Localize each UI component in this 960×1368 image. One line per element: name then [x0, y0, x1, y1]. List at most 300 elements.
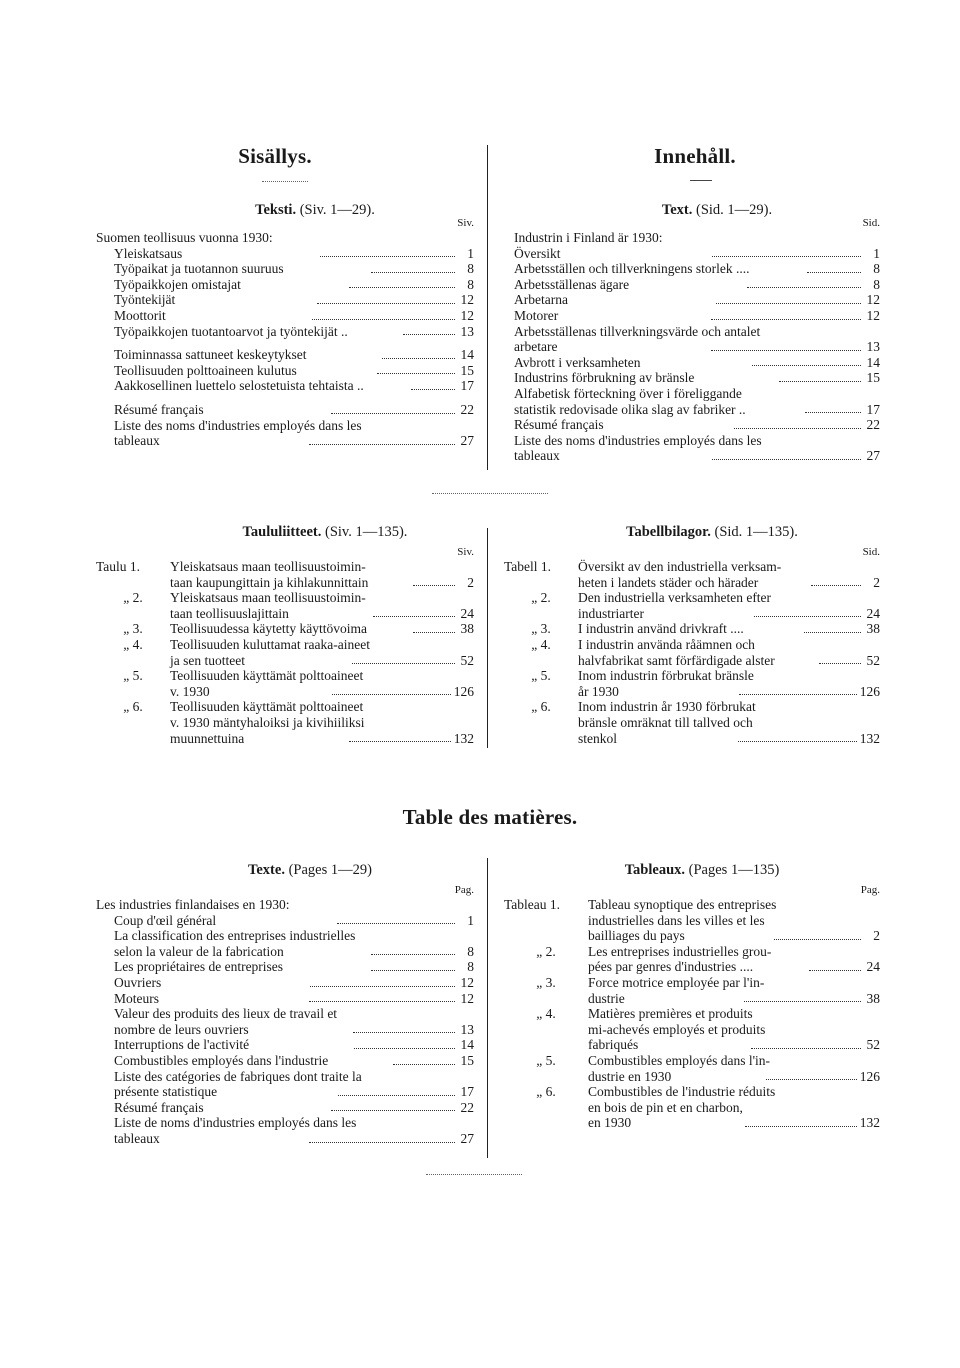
- table-description: [588, 1084, 880, 1131]
- page-number: 22: [866, 417, 880, 433]
- dot-leader: [371, 954, 455, 955]
- table-entry: [96, 668, 474, 699]
- fr-text-list: [96, 913, 474, 1147]
- dot-leader: [354, 1048, 455, 1049]
- fr-text-heading: Texte.: [248, 862, 285, 878]
- toc-entry: [588, 928, 880, 944]
- toc-entry: [114, 959, 474, 975]
- entry-line: Yleiskatsaus maan teollisuustoimin-: [170, 559, 366, 574]
- spacer: [114, 394, 474, 402]
- dot-leader: [377, 373, 455, 374]
- entry-title: muunnettuina: [170, 730, 245, 746]
- entry-title: dustrie en 1930: [588, 1068, 672, 1084]
- page-number: 27: [460, 433, 475, 449]
- entry-title: en 1930: [588, 1115, 632, 1131]
- entry-line: La classification des entreprises industrielles: [114, 928, 356, 944]
- table-label: „ 4.: [536, 1006, 556, 1022]
- entry-title: Moottorit: [114, 307, 166, 323]
- table-label: „ 5.: [531, 668, 551, 684]
- page-number: 8: [467, 959, 474, 975]
- list-item: [514, 417, 880, 433]
- toc-entry: [170, 621, 474, 637]
- entry-line: v. 1930 mäntyhaloiksi ja kivihiiliksi: [170, 714, 365, 730]
- page-number: 17: [866, 401, 880, 417]
- fr-tables-toc: [504, 862, 880, 1131]
- entry-line: I industrin använda råämnen och: [578, 636, 755, 652]
- table-label: „ 5.: [536, 1052, 556, 1068]
- page-number: 27: [866, 448, 881, 464]
- toc-entry: [514, 292, 880, 308]
- list-item: [114, 1037, 474, 1053]
- toc-entry: [588, 991, 880, 1007]
- fi-tables-range: (Siv. 1—135).: [325, 524, 408, 540]
- list-item: [514, 355, 880, 371]
- toc-entry: [514, 370, 880, 386]
- toc-entry: [114, 1131, 474, 1147]
- sv-tables-list: [504, 559, 880, 746]
- dot-leader: [337, 923, 455, 924]
- toc-entry: [114, 363, 474, 379]
- page-number: 15: [866, 370, 880, 386]
- page-number: 8: [873, 276, 881, 292]
- toc-entry: [114, 246, 474, 262]
- page-number: 12: [866, 307, 880, 323]
- entry-title: Avbrott i verksamheten: [514, 354, 641, 370]
- page-number: 14: [460, 347, 475, 363]
- column-divider: [487, 858, 488, 1158]
- list-item: [114, 1100, 474, 1116]
- entry-line: Den industriella verksamheten efter: [578, 590, 772, 606]
- page-number: 52: [866, 1037, 881, 1053]
- toc-entry: [114, 944, 474, 960]
- entry-title: Les propriétaires de entreprises: [114, 959, 284, 975]
- entry-title: Combustibles employés dans l'industrie: [114, 1052, 329, 1068]
- page-number: 132: [859, 1115, 880, 1131]
- list-item: [114, 1115, 474, 1146]
- list-item: [514, 277, 880, 293]
- entry-line: Inom industrin år 1930 förbrukat: [578, 699, 756, 715]
- list-item: [514, 292, 880, 308]
- toc-entry: [114, 324, 474, 340]
- toc-entry: [578, 731, 880, 747]
- page-number: 17: [460, 378, 475, 394]
- toc-entry: [514, 448, 880, 464]
- table-description: [170, 559, 474, 590]
- entry-line: Arbetsställenas tillverkningsvärde och antalet: [514, 323, 761, 339]
- entry-title: Ouvriers: [114, 974, 162, 990]
- table-label: „ 5.: [123, 668, 143, 684]
- entry-title: Moteurs: [114, 990, 159, 1006]
- dot-leader: [349, 287, 455, 288]
- toc-entry: [114, 1037, 474, 1053]
- table-description: [588, 1053, 880, 1084]
- table-description: [588, 944, 880, 975]
- fr-tables-list: [504, 897, 880, 1131]
- table-description: [170, 590, 474, 621]
- page-number: 22: [460, 1099, 474, 1115]
- dot-leader: [804, 632, 861, 633]
- page-number: 22: [460, 401, 474, 417]
- dot-leader: [734, 428, 861, 429]
- list-item: [114, 402, 474, 418]
- dot-leader: [711, 350, 861, 351]
- list-item: [114, 277, 474, 293]
- entry-line: Valeur des produits des lieux de travail et: [114, 1006, 338, 1022]
- table-label: „ 4.: [123, 636, 143, 652]
- entry-title: stenkol: [578, 730, 617, 746]
- fr-tables-heading: Tableaux.: [624, 862, 686, 878]
- fr-text-range: (Pages 1—29): [288, 862, 372, 878]
- entry-title: heten i landets städer och härader: [578, 574, 759, 590]
- fi-text-heading: Teksti.: [255, 202, 297, 218]
- entry-title: v. 1930: [170, 683, 210, 699]
- list-item: [514, 386, 880, 417]
- toc-entry: [514, 339, 880, 355]
- entry-title: tableaux: [114, 433, 160, 449]
- table-entry: [504, 621, 880, 637]
- list-item: [114, 324, 474, 340]
- table-entry: [504, 699, 880, 746]
- entry-title: Teollisuudessa käytetty käyttövoima: [170, 621, 368, 637]
- fr-title: Table des matières.: [402, 805, 578, 829]
- toc-entry: [114, 292, 474, 308]
- table-label: Tabell 1.: [504, 559, 552, 574]
- page-number: 12: [460, 307, 475, 323]
- page-number: 17: [460, 1084, 475, 1100]
- toc-entry: [170, 653, 474, 669]
- entry-title: I industrin använd drivkraft ....: [578, 621, 744, 637]
- entry-line: Teollisuuden käyttämät polttoaineet: [170, 668, 364, 684]
- entry-title: Interruptions de l'activité: [114, 1037, 250, 1053]
- dot-leader: [393, 1064, 455, 1065]
- dot-leader: [338, 1095, 455, 1096]
- dot-leader: [712, 459, 861, 460]
- dot-leader: [371, 970, 455, 971]
- toc-entry: [114, 913, 474, 929]
- entry-title: Résumé français: [114, 1099, 204, 1115]
- toc-entry: [578, 606, 880, 622]
- dot-leader: [413, 632, 456, 633]
- page-number: 38: [460, 621, 475, 637]
- dot-leader: [738, 741, 856, 742]
- page-number: 2: [873, 574, 881, 590]
- table-label: „ 3.: [536, 974, 556, 990]
- fi-text-range: (Siv. 1—29).: [299, 202, 375, 218]
- column-divider: [487, 528, 488, 748]
- group-heading: Industrin i Finland är 1930:: [514, 230, 663, 245]
- column-divider: [487, 145, 488, 470]
- page-number: 14: [866, 354, 880, 370]
- page-number: 24: [866, 959, 881, 975]
- list-item: [114, 363, 474, 379]
- entry-line: industrielles dans les villes et les: [588, 912, 765, 928]
- entry-title: Arbetarna: [514, 292, 568, 308]
- dot-leader: [811, 585, 861, 586]
- entry-title: Aakkosellinen luettelo selostetuista tehtaista ..: [114, 378, 364, 394]
- dot-leader: [716, 303, 861, 304]
- list-item: [114, 308, 474, 324]
- dot-leader: [413, 585, 455, 586]
- sv-tables-range: (Sid. 1—135).: [714, 524, 798, 540]
- dot-leader: [331, 1110, 455, 1111]
- toc-entry: [578, 575, 880, 591]
- table-description: [170, 621, 474, 637]
- entry-title: présente statistique: [114, 1084, 218, 1100]
- entry-title: Översikt: [514, 245, 561, 261]
- table-label: „ 6.: [536, 1084, 556, 1100]
- entry-title: bailliages du pays: [588, 928, 685, 944]
- divider: [262, 181, 308, 182]
- entry-title: dustrie: [588, 990, 625, 1006]
- page-header: Pag.: [860, 884, 880, 896]
- entry-line: Teollisuuden käyttämät polttoaineet: [170, 699, 364, 715]
- page-header: Pag.: [454, 884, 474, 896]
- entry-title: Résumé français: [514, 417, 604, 433]
- table-label: „ 6.: [123, 699, 143, 715]
- dot-leader: [751, 1048, 861, 1049]
- entry-line: mi-achevés employés et produits: [588, 1021, 766, 1037]
- entry-title: taan teollisuuslajittain: [170, 605, 289, 621]
- toc-entry: [588, 1115, 880, 1131]
- page-header: Sid.: [862, 217, 880, 229]
- table-label: Tableau 1.: [504, 897, 561, 912]
- list-item: [114, 418, 474, 449]
- page-header: Siv.: [457, 546, 474, 558]
- page-number: 2: [873, 928, 881, 944]
- page-number: 52: [866, 652, 881, 668]
- toc-entry: [170, 606, 474, 622]
- entry-line: Combustibles de l'industrie réduits: [588, 1084, 776, 1100]
- entry-title: halvfabrikat samt förfärdigade alster: [578, 652, 775, 668]
- entry-title: arbetare: [514, 339, 558, 355]
- dot-leader: [309, 1142, 455, 1143]
- table-entry: [96, 559, 474, 590]
- entry-line: bränsle omräknat till tallved och: [578, 714, 753, 730]
- list-item: [114, 975, 474, 991]
- toc-entry: [114, 1084, 474, 1100]
- page-number: 1: [873, 245, 880, 261]
- dot-leader: [320, 256, 455, 257]
- entry-line: Inom industrin förbrukat bränsle: [578, 668, 754, 684]
- table-entry: [504, 668, 880, 699]
- sv-title: Innehåll.: [654, 144, 736, 168]
- dot-leader: [373, 616, 455, 617]
- toc-entry: [578, 621, 880, 637]
- page-number: 38: [866, 990, 880, 1006]
- entry-title: Yleiskatsaus: [114, 245, 183, 261]
- table-entry: [96, 621, 474, 637]
- dot-leader: [739, 694, 856, 695]
- page-number: 27: [460, 1130, 475, 1146]
- table-entry: [96, 637, 474, 668]
- page-number: 38: [866, 621, 880, 637]
- dot-leader: [745, 1126, 856, 1127]
- list-item: [114, 1006, 474, 1037]
- table-description: [578, 699, 880, 746]
- dot-leader: [774, 939, 861, 940]
- toc-entry: [514, 417, 880, 433]
- table-entry: [504, 559, 880, 590]
- dot-leader: [309, 444, 455, 445]
- page-number: 8: [467, 943, 474, 959]
- table-description: [588, 1006, 880, 1053]
- toc-entry: [170, 731, 474, 747]
- page-header: Sid.: [862, 546, 880, 558]
- sv-tables-toc: [504, 524, 880, 746]
- dot-leader: [310, 986, 455, 987]
- toc-entry: [114, 261, 474, 277]
- entry-line: Liste des noms d'industries employés dans les: [114, 417, 362, 433]
- page-header: Siv.: [457, 217, 474, 229]
- table-description: [578, 621, 880, 637]
- entry-title: Työpaikkojen omistajat: [114, 276, 241, 292]
- entry-line: Force motrice employée par l'in-: [588, 974, 765, 990]
- list-item: [514, 308, 880, 324]
- list-item: [114, 928, 474, 959]
- table-entry: [504, 637, 880, 668]
- dot-leader: [349, 741, 451, 742]
- page-number: 8: [873, 261, 881, 277]
- toc-entry: [514, 277, 880, 293]
- toc-entry: [514, 308, 880, 324]
- list-item: [114, 378, 474, 394]
- list-item: [514, 246, 880, 262]
- toc-entry: [114, 1100, 474, 1116]
- entry-title: Työntekijät: [114, 292, 176, 308]
- page-number: 13: [460, 323, 475, 339]
- table-description: [578, 668, 880, 699]
- page-number: 1: [467, 245, 474, 261]
- toc-entry: [514, 261, 880, 277]
- page-number: 126: [859, 683, 880, 699]
- toc-entry: [114, 402, 474, 418]
- toc-entry: [514, 246, 880, 262]
- table-entry: [504, 1006, 880, 1053]
- fi-tables-heading: Taululiitteet.: [242, 524, 322, 540]
- sv-text-range: (Sid. 1—29).: [695, 202, 773, 218]
- table-entry: [504, 944, 880, 975]
- dot-leader: [807, 272, 861, 273]
- entry-title: nombre de leurs ouvriers: [114, 1021, 249, 1037]
- fi-text-list: [96, 246, 474, 449]
- list-item: [114, 1053, 474, 1069]
- list-item: [514, 370, 880, 386]
- list-item: [114, 347, 474, 363]
- entry-line: Yleiskatsaus maan teollisuustoimin-: [170, 590, 366, 606]
- toc-entry: [114, 1022, 474, 1038]
- entry-line: Översikt av den industriella verksam-: [578, 559, 782, 574]
- toc-entry: [514, 355, 880, 371]
- entry-title: Coup d'œil général: [114, 912, 217, 928]
- toc-entry: [514, 402, 880, 418]
- dot-leader: [752, 365, 861, 366]
- fi-tables-list: [96, 559, 474, 746]
- dot-leader: [317, 303, 455, 304]
- table-label: Taulu 1.: [96, 559, 141, 574]
- dot-leader: [353, 1032, 455, 1033]
- dot-leader: [312, 319, 455, 320]
- page-number: 12: [460, 990, 474, 1006]
- group-heading: Les industries finlandaises en 1930:: [96, 897, 290, 912]
- table-description: [578, 559, 880, 590]
- toc-entry: [114, 308, 474, 324]
- list-item: [114, 292, 474, 308]
- dot-leader: [332, 694, 451, 695]
- toc-entry: [588, 959, 880, 975]
- entry-title: taan kaupungittain ja kihlakunnittain: [170, 574, 369, 590]
- entry-title: Industrins förbrukning av bränsle: [514, 370, 695, 386]
- dot-leader: [779, 381, 861, 382]
- list-item: [114, 1069, 474, 1100]
- entry-title: ja sen tuotteet: [170, 652, 245, 668]
- entry-title: industriarter: [578, 605, 644, 621]
- page-number: 15: [460, 362, 474, 378]
- dot-leader: [809, 970, 861, 971]
- entry-line: Matières premières et produits: [588, 1006, 753, 1022]
- toc-entry: [114, 1053, 474, 1069]
- entry-title: Teollisuuden polttoaineen kulutus: [114, 362, 297, 378]
- table-label: „ 6.: [531, 699, 551, 715]
- sv-tables-heading: Tabellbilagor.: [626, 524, 711, 540]
- dot-leader: [744, 1001, 861, 1002]
- sv-text-list: [514, 246, 880, 464]
- entry-line: Teollisuuden kuluttamat raaka-aineet: [170, 636, 370, 652]
- page-number: 12: [460, 974, 474, 990]
- table-entry: [504, 975, 880, 1006]
- page-number: 14: [460, 1037, 475, 1053]
- list-item: [514, 324, 880, 355]
- dot-leader: [819, 663, 861, 664]
- divider: [690, 180, 712, 181]
- list-item: [114, 991, 474, 1007]
- page-number: 13: [866, 339, 880, 355]
- toc-entry: [578, 653, 880, 669]
- entry-title: år 1930: [578, 683, 619, 699]
- page-number: 8: [467, 261, 474, 277]
- table-label: „ 4.: [531, 636, 551, 652]
- entry-title: Työpaikkojen tuotantoarvot ja työntekijät ..: [114, 323, 348, 339]
- entry-title: Työpaikat ja tuotannon suuruus: [114, 261, 284, 277]
- dot-leader: [371, 272, 455, 273]
- entry-title: statistik redovisade olika slag av fabriker ..: [514, 401, 746, 417]
- entry-title: selon la valeur de la fabrication: [114, 943, 284, 959]
- entry-title: tableaux: [114, 1130, 160, 1146]
- list-item: [114, 261, 474, 277]
- toc-entry: [114, 347, 474, 363]
- entry-title: Arbetsställen och tillverkningens storlek ....: [514, 261, 750, 277]
- fi-text-toc: [96, 202, 474, 449]
- list-item: [514, 261, 880, 277]
- list-item: [114, 246, 474, 262]
- table-description: [170, 699, 474, 746]
- entry-title: pées par genres d'industries ....: [588, 959, 754, 975]
- table-description: [588, 897, 880, 944]
- spacer: [114, 339, 474, 347]
- dot-leader: [382, 358, 455, 359]
- table-label: „ 3.: [123, 621, 143, 637]
- toc-entry: [114, 378, 474, 394]
- entry-title: Toiminnassa sattuneet keskeytykset: [114, 347, 307, 363]
- entry-line: Les entreprises industrielles grou-: [588, 943, 772, 959]
- page-number: 132: [859, 730, 880, 746]
- entry-line: Liste de noms d'industries employés dans les: [114, 1115, 357, 1131]
- table-description: [578, 637, 880, 668]
- dot-leader: [712, 256, 861, 257]
- toc-entry: [588, 1037, 880, 1053]
- fr-tables-range: (Pages 1—135): [688, 862, 780, 878]
- table-entry: [504, 590, 880, 621]
- entry-line: Liste des catégories de fabriques dont traite la: [114, 1068, 362, 1084]
